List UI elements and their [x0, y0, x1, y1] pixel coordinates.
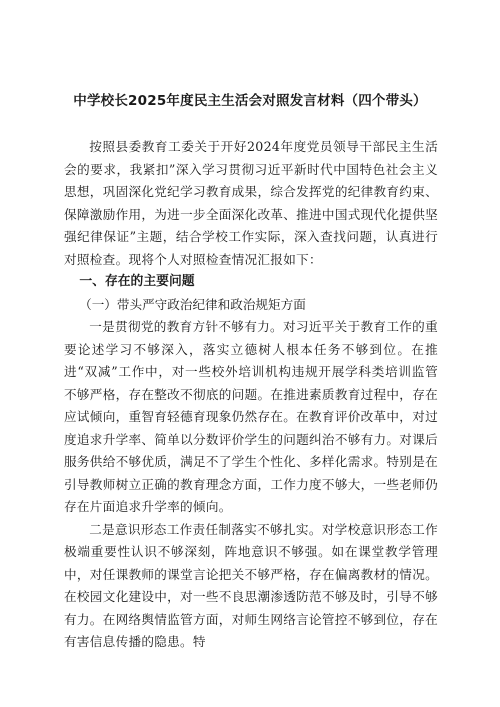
document-title: 中学校长2025年度民主生活会对照发言材料（四个带头）: [73, 93, 427, 109]
subsection-heading: （一）带头严守政治纪律和政治规矩方面: [79, 296, 306, 312]
body-paragraph-2: 二是意识形态工作责任制落实不够扎实。对学校意识形态工作极端重要性认识不够深刻，阵地意识不够强。如在课堂教学管理中，对任课教师的课堂言论把关不够严格，存在偏离教材的情况。在校园文化建设中，对一些不良思潮渗透防范不够及时，引导不够有力。在网络舆情监管方面，对师生网络言论管控不够到位，存在有害信息传播的隐患。特: [64, 521, 438, 649]
intro-paragraph: 按照县委教育工委关于开好2024年度党员领导干部民主生活会的要求，我紧扣”深入学习贯彻习近平新时代中国特色社会主义思想，巩固深化党纪学习教育成果，综合发挥党的纪律教育约束、保障激励作用，为进一步全面深化改革、推进中国式现代化提供坚强纪律保证”主题，结合学校工作实际，深入查找问题，认真进行对照检查。现将个人对照检查情况汇报如下：: [64, 139, 438, 267]
section-heading: 一、存在的主要问题: [79, 274, 195, 289]
document-body: [64, 136, 438, 654]
body-paragraph-1: 一是贯彻党的教育方针不够有力。对习近平关于教育工作的重要论述学习不够深入，落实立德树人根本任务不够到位。在推进“双减”工作中，对一些校外培训机构违规开展学科类培训监管不够严格，存在整改不彻底的问题。在推进素质教育过程中，存在应试倾向，重智育轻德育现象仍然存在。在教育评价改革中，对过度追求升学率、简单以分数评价学生的问题纠治不够有力。对课后服务供给不够优质，满足不了学生个性化、多样化需求。特别是在引导教师树立正确的教育理念方面，工作力度不够大，一些老师仍存在片面追求升学率的倾向。: [64, 319, 438, 514]
